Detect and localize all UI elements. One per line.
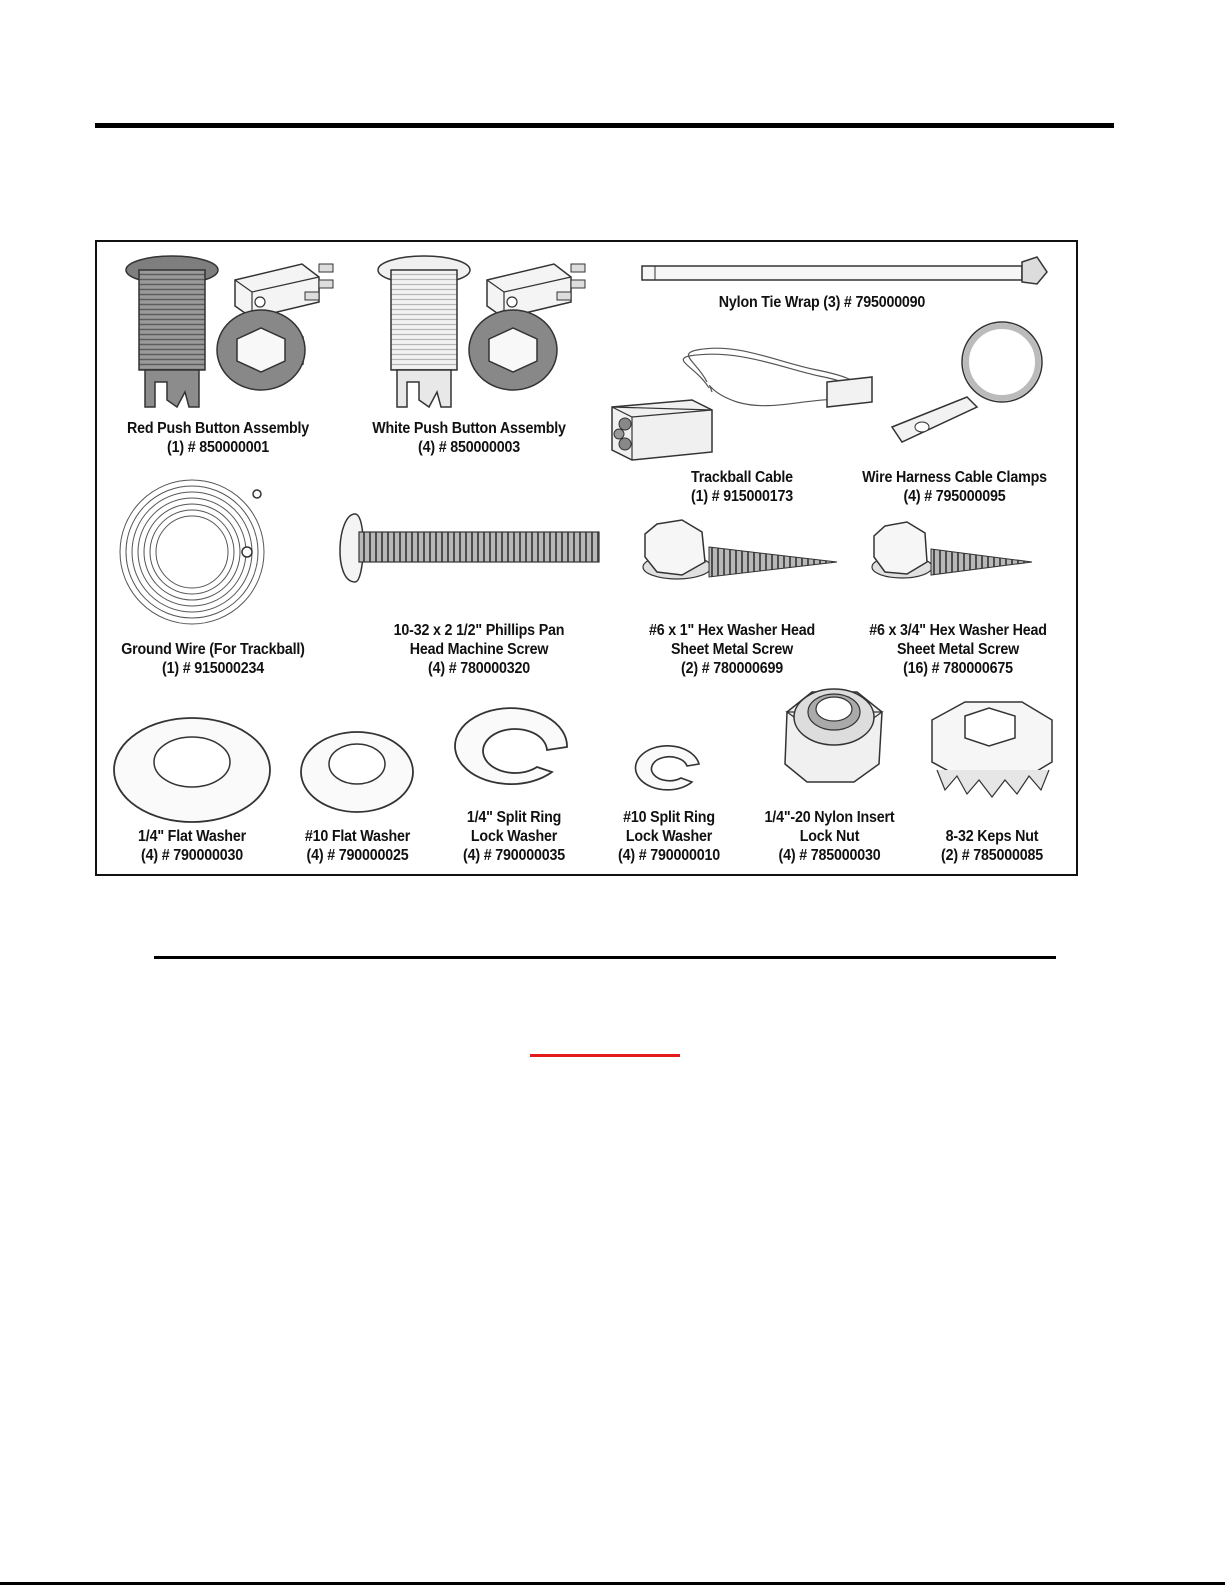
parts-illustration-panel [95, 240, 1078, 876]
part-name: 1/4" Split Ring [466, 809, 562, 826]
part-name: Red Push Button Assembly [126, 420, 310, 437]
nylon-insert-lock-nut-icon [785, 689, 882, 782]
part-name: 1/4" Flat Washer [138, 828, 246, 845]
part-number: (4) # 790000035 [463, 847, 565, 864]
white-push-button-assembly-icon [378, 256, 585, 407]
part-caption [378, 621, 580, 678]
part-number: (1) # 915000173 [691, 488, 793, 505]
part-name: Lock Washer [470, 828, 558, 845]
keps-nut-icon [932, 702, 1052, 797]
part-name: Nylon Tie Wrap (3) # 795000090 [718, 294, 926, 311]
part-caption [123, 827, 261, 865]
part-name: Head Machine Screw [409, 641, 549, 658]
split-ring-washer-icon [455, 708, 567, 784]
part-number: (4) # 790000030 [141, 847, 243, 864]
nylon-tie-wrap-icon [642, 257, 1047, 284]
part-name: #6 x 3/4" Hex Washer Head [869, 622, 1047, 639]
parts-artwork [97, 242, 1078, 876]
part-name: #10 Split Ring [623, 809, 715, 826]
accent-rule [530, 1054, 680, 1057]
part-caption [121, 419, 314, 457]
hex-screw-icon [643, 520, 837, 579]
part-number: (4) # 790000025 [306, 847, 409, 864]
split-ring-washer-icon [635, 746, 699, 790]
red-push-button-assembly-icon [126, 256, 333, 407]
part-number: (4) # 785000030 [778, 847, 881, 864]
part-caption [928, 827, 1057, 865]
part-caption [635, 621, 828, 678]
part-caption [112, 640, 314, 678]
part-name: 8-32 Keps Nut [945, 828, 1039, 845]
part-caption [605, 808, 734, 865]
part-number: (2) # 785000085 [941, 847, 1043, 864]
part-caption [754, 808, 906, 865]
part-number: (4) # 795000095 [903, 488, 1006, 505]
part-name: White Push Button Assembly [372, 420, 566, 437]
part-number: (4) # 850000003 [418, 439, 520, 456]
part-number: (4) # 780000320 [428, 660, 530, 677]
part-number: (16) # 780000675 [903, 660, 1013, 677]
part-caption [291, 827, 424, 865]
part-name: Lock Nut [799, 828, 860, 845]
part-caption [851, 468, 1058, 506]
flat-washer-icon [114, 718, 270, 822]
part-name: Ground Wire (For Trackball) [121, 641, 305, 658]
part-caption [673, 468, 811, 506]
part-number: (2) # 780000699 [681, 660, 783, 677]
machine-screw-icon [340, 514, 599, 582]
part-name: 1/4"-20 Nylon Insert [764, 809, 895, 826]
part-caption [854, 621, 1062, 678]
part-caption [450, 808, 579, 865]
part-name: Sheet Metal Screw [670, 641, 794, 658]
part-name: #6 x 1" Hex Washer Head [648, 622, 816, 639]
flat-washer-icon [301, 732, 413, 812]
trackball-cable-icon [612, 348, 872, 460]
part-caption [698, 293, 946, 312]
ground-wire-coil-icon [120, 480, 264, 624]
part-number: (1) # 915000234 [162, 660, 264, 677]
part-number: (1) # 850000001 [167, 439, 269, 456]
cable-clamp-icon [892, 322, 1042, 442]
hex-screw-icon [872, 522, 1032, 578]
part-name: Wire Harness Cable Clamps [862, 469, 1047, 486]
part-name: #10 Flat Washer [304, 828, 411, 845]
part-number: (4) # 790000010 [618, 847, 720, 864]
part-name: Lock Washer [625, 828, 713, 845]
top-rule [95, 123, 1114, 128]
part-caption [368, 419, 570, 457]
section-rule [154, 956, 1056, 959]
part-name: Trackball Cable [691, 469, 793, 486]
part-name: Sheet Metal Screw [896, 641, 1020, 658]
part-name: 10-32 x 2 1/2" Phillips Pan [393, 622, 565, 639]
